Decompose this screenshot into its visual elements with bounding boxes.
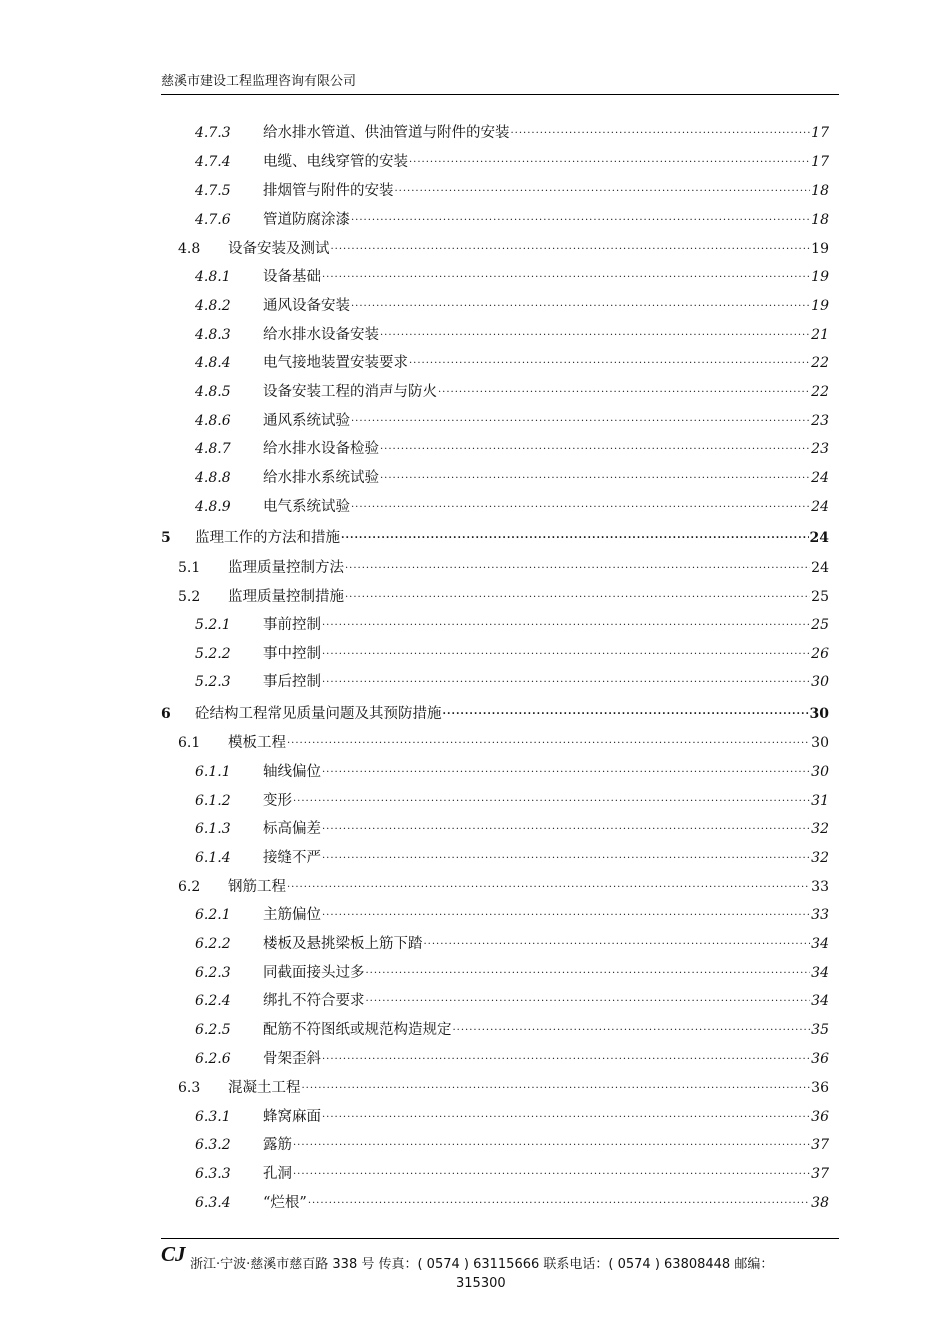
toc-entry[interactable] <box>195 467 829 489</box>
toc-entry-number: 4.8.9 <box>195 499 231 515</box>
toc-entry[interactable] <box>195 496 829 518</box>
toc-entry-title: 孔洞 <box>263 1166 292 1182</box>
toc-entry-page: 24 <box>809 530 829 546</box>
toc-entry-number: 4.8.3 <box>195 327 231 343</box>
toc-entry-title: 给水排水设备检验 <box>263 441 379 457</box>
toc-leader-dots <box>409 350 810 372</box>
footer-divider <box>161 1238 839 1239</box>
toc-entry-page: 34 <box>811 965 829 981</box>
toc-leader-dots <box>345 584 810 606</box>
toc-entry-page: 37 <box>811 1137 829 1153</box>
toc-entry[interactable] <box>195 1134 829 1156</box>
toc-entry-page: 37 <box>811 1166 829 1182</box>
toc-entry-number: 4.7.4 <box>195 154 231 170</box>
toc-entry-number: 4.8.5 <box>195 384 231 400</box>
toc-leader-dots <box>351 494 810 516</box>
toc-entry-title: 电气接地装置安装要求 <box>263 355 408 371</box>
toc-entry-page: 30 <box>811 764 829 780</box>
toc-leader-dots <box>409 149 810 171</box>
toc-leader-dots <box>287 874 810 896</box>
toc-entry-number: 4.7.3 <box>195 125 231 141</box>
toc-leader-dots <box>366 960 811 982</box>
toc-entry[interactable] <box>195 381 829 403</box>
toc-entry[interactable] <box>195 122 829 144</box>
toc-entry-number: 4.8.8 <box>195 470 231 486</box>
toc-leader-dots <box>380 322 810 344</box>
toc-entry[interactable] <box>178 876 829 898</box>
toc-leader-dots <box>322 902 810 924</box>
toc-entry-number: 4.7.6 <box>195 212 231 228</box>
toc-entry-title: 监理质量控制方法 <box>228 560 344 576</box>
company-logo: CJ <box>161 1242 186 1266</box>
footer-contact: 浙江·宁波·慈溪市慈百路 338 号 传真：( 0574 ) 63115666 联系电话：( 0574 ) 63808448 邮编： <box>190 1257 774 1272</box>
toc-entry-page: 22 <box>811 355 829 371</box>
toc-leader-dots <box>345 555 810 577</box>
toc-entry-number: 6.3 <box>178 1080 201 1096</box>
toc-leader-dots <box>351 293 810 315</box>
toc-leader-dots <box>322 845 810 867</box>
toc-entry-page: 19 <box>811 298 829 314</box>
toc-entry-page: 25 <box>811 589 829 605</box>
toc-entry[interactable] <box>195 761 829 783</box>
toc-entry-page: 17 <box>811 154 829 170</box>
toc-leader-dots <box>322 1046 810 1068</box>
toc-entry-title: 给水排水设备安装 <box>263 327 379 343</box>
toc-entry-title: 接缝不严 <box>263 850 321 866</box>
toc-entry-page: 24 <box>811 560 829 576</box>
toc-entry[interactable] <box>195 295 829 317</box>
toc-entry-number: 4.8.7 <box>195 441 231 457</box>
toc-leader-dots <box>341 525 809 547</box>
toc-entry[interactable] <box>195 904 829 926</box>
toc-entry-page: 35 <box>811 1022 829 1038</box>
toc-entry-title: 监理工作的方法和措施 <box>195 530 340 546</box>
toc-entry-title: 混凝土工程 <box>228 1080 301 1096</box>
toc-leader-dots <box>380 465 810 487</box>
toc-leader-dots <box>293 1161 810 1183</box>
toc-entry-title: 电气系统试验 <box>263 499 350 515</box>
footer-zip: 315300 <box>456 1276 506 1291</box>
toc-leader-dots <box>380 436 810 458</box>
toc-entry-title: 露筋 <box>263 1137 292 1153</box>
toc-entry-number: 6.1.1 <box>195 764 231 780</box>
toc-entry[interactable] <box>195 438 829 460</box>
toc-entry-title: 给水排水系统试验 <box>263 470 379 486</box>
toc-entry-title: 钢筋工程 <box>228 879 286 895</box>
toc-leader-dots <box>395 178 811 200</box>
toc-entry-number: 4.8.1 <box>195 269 231 285</box>
company-name: 慈溪市建设工程监理咨询有限公司 <box>161 74 357 89</box>
toc-leader-dots <box>322 264 810 286</box>
toc-entry-number: 5.1 <box>178 560 201 576</box>
toc-entry-title: 设备基础 <box>263 269 321 285</box>
toc-entry-title: 骨架歪斜 <box>263 1051 321 1067</box>
toc-entry-title: 事前控制 <box>263 617 321 633</box>
toc-entry-number: 5.2 <box>178 589 201 605</box>
toc-entry-title: 标高偏差 <box>263 821 321 837</box>
toc-entry[interactable] <box>178 732 829 754</box>
toc-entry-title: 蜂窝麻面 <box>263 1109 321 1125</box>
toc-entry[interactable] <box>178 1077 829 1099</box>
toc-entry[interactable] <box>195 990 829 1012</box>
toc-entry-title: 楼板及悬挑梁板上筋下踏 <box>263 936 423 952</box>
toc-entry-title: 设备安装及测试 <box>228 241 330 257</box>
toc-entry-page: 26 <box>811 646 829 662</box>
toc-entry[interactable] <box>195 818 829 840</box>
toc-entry[interactable] <box>195 1163 829 1185</box>
toc-leader-dots <box>293 788 810 810</box>
toc-entry-page: 24 <box>811 470 829 486</box>
toc-entry[interactable] <box>195 1106 829 1128</box>
toc-leader-dots <box>453 1017 811 1039</box>
toc-entry-page: 23 <box>811 441 829 457</box>
toc-entry[interactable] <box>195 352 829 374</box>
toc-entry-page: 30 <box>809 706 829 722</box>
toc-entry-page: 36 <box>811 1109 829 1125</box>
toc-entry-title: 通风系统试验 <box>263 413 350 429</box>
toc-entry-number: 5 <box>161 530 171 546</box>
toc-entry[interactable] <box>195 324 829 346</box>
toc-entry-number: 6.2.2 <box>195 936 231 952</box>
toc-entry-page: 31 <box>811 793 829 809</box>
toc-entry-page: 36 <box>811 1051 829 1067</box>
toc-entry-title: 同截面接头过多 <box>263 965 365 981</box>
toc-leader-dots <box>331 236 811 258</box>
toc-leader-dots <box>351 207 810 229</box>
toc-entry-page: 38 <box>811 1195 829 1211</box>
toc-leader-dots <box>366 988 811 1010</box>
toc-leader-dots <box>302 1075 811 1097</box>
toc-entry-number: 6.2.5 <box>195 1022 231 1038</box>
toc-entry-number: 4.8.2 <box>195 298 231 314</box>
toc-entry-title: 变形 <box>263 793 292 809</box>
toc-entry-page: 36 <box>811 1080 829 1096</box>
toc-entry[interactable] <box>195 1019 829 1041</box>
toc-entry[interactable] <box>195 614 829 636</box>
toc-leader-dots <box>322 1104 810 1126</box>
toc-entry-number: 6.2.3 <box>195 965 231 981</box>
toc-entry[interactable] <box>195 671 829 693</box>
toc-entry[interactable] <box>195 790 829 812</box>
toc-entry-title: 给水排水管道、供油管道与附件的安装 <box>263 125 510 141</box>
toc-entry-page: 22 <box>811 384 829 400</box>
toc-entry[interactable] <box>195 933 829 955</box>
toc-entry-title: 管道防腐涂漆 <box>263 212 350 228</box>
toc-entry[interactable] <box>195 180 829 202</box>
toc-entry-number: 6.2.6 <box>195 1051 231 1067</box>
toc-entry-page: 33 <box>811 907 829 923</box>
toc-entry-title: “烂根” <box>263 1195 307 1211</box>
toc-entry-title: 事中控制 <box>263 646 321 662</box>
toc-entry-page: 30 <box>811 735 829 751</box>
toc-entry-number: 6.3.4 <box>195 1195 231 1211</box>
toc-entry[interactable] <box>195 1048 829 1070</box>
toc-entry-title: 排烟管与附件的安装 <box>263 183 394 199</box>
toc-leader-dots <box>287 730 810 752</box>
toc-entry[interactable] <box>195 209 829 231</box>
toc-entry[interactable] <box>195 962 829 984</box>
toc-leader-dots <box>308 1190 810 1212</box>
toc-entry-title: 砼结构工程常见质量问题及其预防措施 <box>195 706 442 722</box>
toc-entry[interactable] <box>161 703 829 725</box>
toc-leader-dots <box>443 701 809 723</box>
toc-entry-title: 通风设备安装 <box>263 298 350 314</box>
toc-entry-page: 32 <box>811 821 829 837</box>
toc-entry-page: 23 <box>811 413 829 429</box>
toc-entry-number: 6.2.1 <box>195 907 231 923</box>
toc-entry-page: 34 <box>811 936 829 952</box>
toc-entry-page: 19 <box>811 241 829 257</box>
toc-entry-number: 6.2 <box>178 879 201 895</box>
toc-entry[interactable] <box>178 557 829 579</box>
toc-entry-title: 模板工程 <box>228 735 286 751</box>
toc-leader-dots <box>351 408 810 430</box>
toc-entry-page: 24 <box>811 499 829 515</box>
toc-entry-number: 6.3.3 <box>195 1166 231 1182</box>
toc-leader-dots <box>438 379 810 401</box>
toc-leader-dots <box>511 120 811 142</box>
toc-entry-number: 6.2.4 <box>195 993 231 1009</box>
toc-entry-number: 5.2.2 <box>195 646 231 662</box>
toc-entry-number: 4.8 <box>178 241 201 257</box>
toc-entry[interactable] <box>195 1192 829 1214</box>
toc-entry-number: 5.2.1 <box>195 617 231 633</box>
toc-entry-page: 17 <box>811 125 829 141</box>
toc-entry-number: 6.1.3 <box>195 821 231 837</box>
toc-entry-page: 33 <box>811 879 829 895</box>
toc-entry-number: 4.8.4 <box>195 355 231 371</box>
toc-entry[interactable] <box>195 410 829 432</box>
toc-entry-title: 事后控制 <box>263 674 321 690</box>
toc-entry-number: 6.3.2 <box>195 1137 231 1153</box>
toc-entry-page: 34 <box>811 993 829 1009</box>
toc-entry[interactable] <box>178 238 829 260</box>
toc-entry[interactable] <box>195 151 829 173</box>
toc-entry-title: 绑扎不符合要求 <box>263 993 365 1009</box>
toc-entry-number: 6 <box>161 706 171 722</box>
toc-entry-page: 18 <box>811 212 829 228</box>
toc-leader-dots <box>322 612 810 634</box>
toc-leader-dots <box>424 931 811 953</box>
toc-entry[interactable] <box>195 643 829 665</box>
toc-entry-page: 21 <box>811 327 829 343</box>
toc-entry-title: 主筋偏位 <box>263 907 321 923</box>
toc-entry-page: 19 <box>811 269 829 285</box>
toc-leader-dots <box>322 759 810 781</box>
toc-entry-number: 6.1.4 <box>195 850 231 866</box>
toc-entry-page: 32 <box>811 850 829 866</box>
toc-entry[interactable] <box>178 586 829 608</box>
toc-leader-dots <box>293 1132 810 1154</box>
toc-leader-dots <box>322 669 810 691</box>
toc-entry-page: 30 <box>811 674 829 690</box>
toc-entry-page: 25 <box>811 617 829 633</box>
toc-entry-number: 6.1.2 <box>195 793 231 809</box>
toc-entry-title: 配筋不符图纸或规范构造规定 <box>263 1022 452 1038</box>
toc-entry[interactable] <box>161 527 829 549</box>
toc-entry[interactable] <box>195 266 829 288</box>
toc-entry-number: 4.8.6 <box>195 413 231 429</box>
toc-entry-title: 监理质量控制措施 <box>228 589 344 605</box>
toc-leader-dots <box>322 816 810 838</box>
toc-entry[interactable] <box>195 847 829 869</box>
toc-entry-page: 18 <box>811 183 829 199</box>
toc-entry-title: 电缆、电线穿管的安装 <box>263 154 408 170</box>
toc-leader-dots <box>322 641 810 663</box>
toc-entry-number: 4.7.5 <box>195 183 231 199</box>
toc-entry-number: 5.2.3 <box>195 674 231 690</box>
toc-entry-title: 轴线偏位 <box>263 764 321 780</box>
toc-entry-title: 设备安装工程的消声与防火 <box>263 384 437 400</box>
toc-entry-number: 6.1 <box>178 735 201 751</box>
toc-entry-number: 6.3.1 <box>195 1109 231 1125</box>
